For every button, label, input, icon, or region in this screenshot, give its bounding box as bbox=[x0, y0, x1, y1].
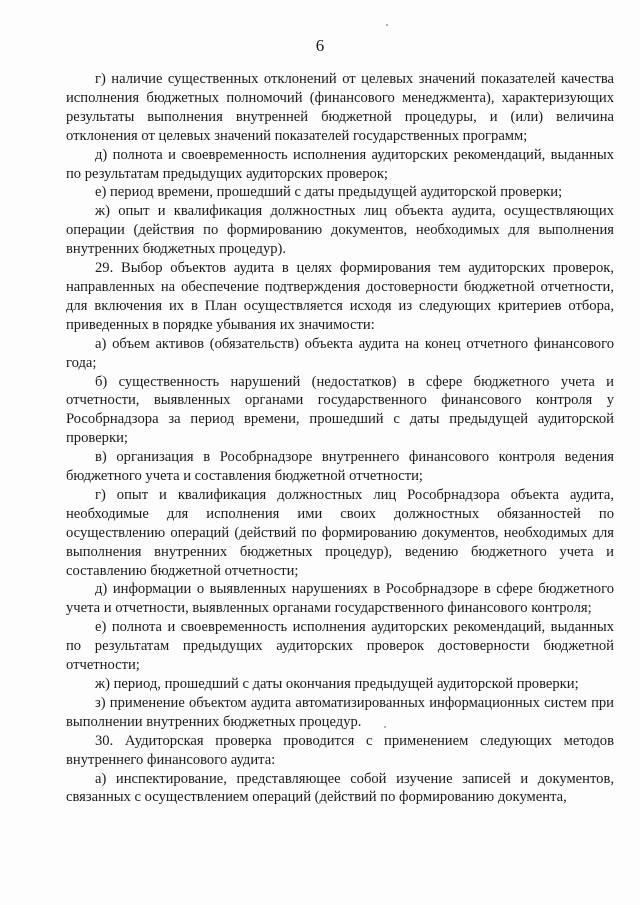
paragraph-e-completeness: е) полнота и своевременность исполнения аудиторских рекомендаций, выданных по результатам предыдущих аудиторских проверок достоверности бюджетной отчетности; bbox=[66, 619, 614, 674]
document-body bbox=[66, 70, 614, 807]
paragraph-zh-experience: ж) опыт и квалификация должностных лиц объекта аудита, осуществляющих операции (действия по формированию документов, необходимых для выполнения внутренних бюджетных процедур). bbox=[66, 203, 614, 258]
paragraph-29-selection: 29. Выбор объектов аудита в целях формирования тем аудиторских проверок, направленных на обеспечение подтверждения достоверности бюджетной отчетности, для включения их в План осуществляется исходя из следующих критериев отбора, приведенных в порядке убывания их значимости: bbox=[66, 260, 614, 333]
paragraph-a-inspection: а) инспектирование, представляющее собой изучение записей и документов, связанных с осуществлением операций (действий по формированию документа, bbox=[66, 770, 614, 806]
paragraph-d-information: д) информации о выявленных нарушениях в Рособрнадзоре в сфере бюджетного учета и отчетности, выявленных органами государственного финансового контроля; bbox=[66, 581, 614, 617]
page-number: 6 bbox=[315, 36, 325, 55]
scan-speck bbox=[386, 24, 388, 26]
paragraph-zh-period: ж) период, прошедший с даты окончания предыдущей аудиторской проверки; bbox=[95, 676, 579, 692]
paragraph-g-indicators: г) наличие существенных отклонений от целевых значений показателей качества исполнения бюджетных полномочий (финансового менеджмента), характеризующих результаты выполнения внутренней бюджетной процедуры, и (или) величина отклонения от целевых значений показателей государственных программ; bbox=[66, 71, 614, 144]
paragraph-e-time-period: е) период времени, прошедший с даты предыдущей аудиторской проверки; bbox=[95, 184, 563, 201]
paragraph-b-violations: б) существенность нарушений (недостатков) в сфере бюджетного учета и отчетности, выявленных органами государственного финансового контроля у Рособрнадзора за период времени, прошедший с даты предыдущей аудиторской проверки; bbox=[66, 373, 614, 447]
paragraph-d-recommendations: д) полнота и своевременность исполнения аудиторских рекомендаций, выданных по результатам предыдущих аудиторских проверок; bbox=[66, 146, 614, 182]
paragraph-g-qualification: г) опыт и квалификация должностных лиц Рособрнадзора объекта аудита, необходимые для исполнения ими своих должностных обязанностей по осуществлению операций (действий по формированию документов, необходимых для выполнения внутренних бюджетных процедур), ведению бюджетного учета и составлению бюджетной отчетности; bbox=[66, 486, 614, 579]
paragraph-z-automation: з) применение объектом аудита автоматизированных информационных систем при выполнении внутренних бюджетных процедур. bbox=[66, 694, 614, 730]
paragraph-a-assets: а) объем активов (обязательств) объекта аудита на конец отчетного финансового года; bbox=[66, 335, 614, 371]
paragraph-v-internal-control: в) организация в Рособрнадзоре внутреннего финансового контроля ведения бюджетного учета и составления бюджетной отчетности; bbox=[66, 449, 614, 485]
paragraph-30-methods: 30. Аудиторская проверка проводится с применением следующих методов внутреннего финансового аудита: bbox=[66, 732, 614, 768]
